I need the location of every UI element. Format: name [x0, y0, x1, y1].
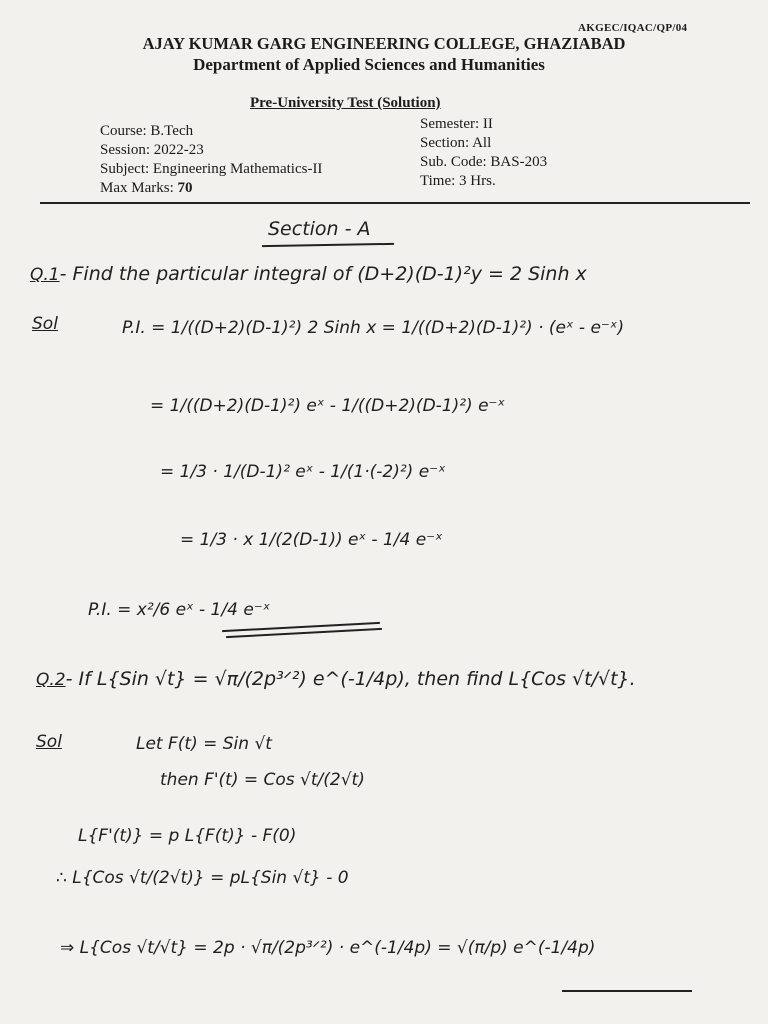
max-marks — [100, 179, 322, 198]
time: Time: 3 Hrs. — [420, 173, 496, 189]
document-code: AKGEC/IQAC/QP/04 — [578, 22, 688, 34]
q2-step-5: ⇒ L{Cos √t/√t} = 2p · √π/(2p³ᐟ²) · e^(-1/4p) = √(π/p) e^(-1/4p) — [60, 938, 596, 958]
q2-step-3: L{F'(t)} = p L{F(t)} - F(0) — [78, 826, 297, 846]
q1-label: Q.1 — [30, 265, 60, 285]
q1-step-3: = 1/3 · 1/(D-1)² eˣ - 1/(1·(-2)²) e⁻ˣ — [160, 462, 446, 482]
q1-step-2: = 1/((D+2)(D-1)²) eˣ - 1/((D+2)(D-1)²) e⁻ˣ — [150, 396, 506, 416]
q1-step-1: P.I. = 1/((D+2)(D-1)²) 2 Sinh x = 1/((D+2)(D-1)²) · (eˣ - e⁻ˣ) — [122, 318, 625, 338]
max-marks-label: Max Marks: — [100, 180, 178, 196]
q2-step-2: then F'(t) = Cos √t/(2√t) — [160, 770, 365, 790]
q1-question — [30, 263, 587, 285]
test-title: Pre-University Test (Solution) — [250, 95, 441, 111]
meta-right — [420, 115, 547, 191]
section-title-underline — [262, 243, 394, 247]
session: Session: 2022-23 — [100, 142, 204, 158]
q2-step-4: ∴ L{Cos √t/(2√t)} = pL{Sin √t} - 0 — [56, 868, 349, 888]
q1-step-4: = 1/3 · x 1/(2(D-1)) eˣ - 1/4 e⁻ˣ — [180, 530, 443, 550]
meta-left — [100, 122, 322, 198]
section-title: Section - A — [268, 218, 371, 240]
q1-text: - Find the particular integral of (D+2)(D-1)²y = 2 Sinh x — [59, 263, 587, 285]
subject: Subject: Engineering Mathematics-II — [100, 161, 323, 177]
q2-answer-underline — [562, 990, 692, 992]
department-name: Department of Applied Sciences and Humanities — [193, 55, 545, 74]
q2-label: Q.2 — [36, 670, 66, 690]
q1-solution-label: Sol — [32, 314, 58, 334]
semester: Semester: II — [420, 116, 493, 132]
q2-solution-label: Sol — [36, 732, 62, 752]
max-marks-value: 70 — [177, 180, 193, 196]
q2-step-1: Let F(t) = Sin √t — [136, 734, 272, 754]
subject-code: Sub. Code: BAS-203 — [420, 154, 548, 170]
college-name: AJAY KUMAR GARG ENGINEERING COLLEGE, GHAZIABAD — [142, 34, 626, 53]
q2-text: - If L{Sin √t} = √π/(2p³ᐟ²) e^(-1/4p), then find L{Cos √t/√t}. — [65, 668, 636, 690]
q1-step-5: P.I. = x²/6 eˣ - 1/4 e⁻ˣ — [88, 600, 271, 620]
q2-question — [36, 668, 636, 690]
header-divider — [40, 202, 750, 204]
section: Section: All — [420, 135, 492, 151]
course: Course: B.Tech — [100, 123, 194, 139]
